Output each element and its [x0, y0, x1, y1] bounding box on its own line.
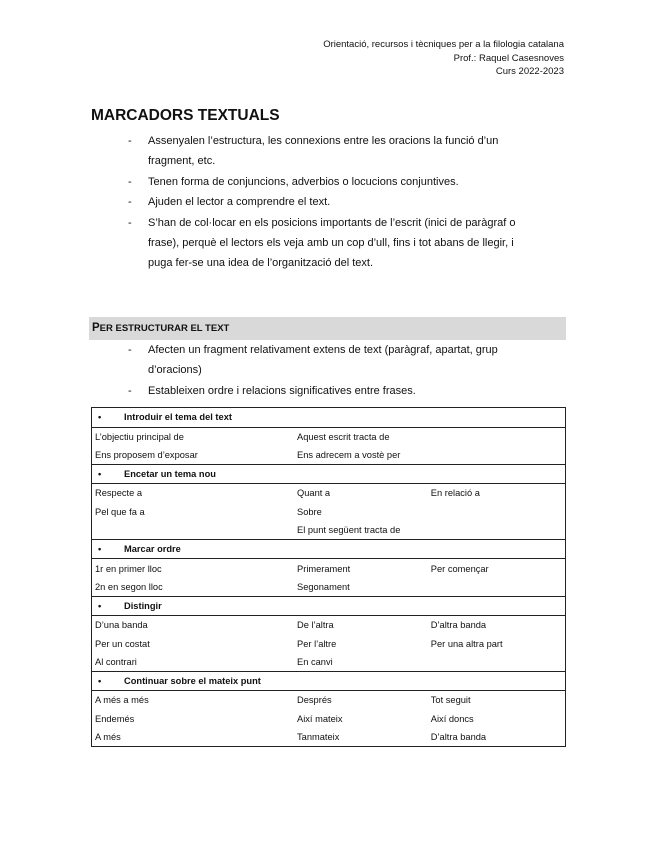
table-cell: Segonament — [294, 578, 428, 597]
table-cell: Per una altra part — [428, 635, 566, 653]
table-row — [92, 616, 566, 635]
section-heading: PER ESTRUCTURAR EL TEXT — [89, 317, 566, 340]
markers-table — [91, 407, 566, 747]
list-item: - S’han de col·locar en els posicions importants de l’escrit (inici de paràgraf o frase), perquè el lectors els veja amb un cop d’ull, fins i tot abans de llegir, i puga fer-se una idea de l’organització del text. — [128, 216, 516, 270]
course-name: Orientació, recursos i tècniques per a la filologia catalana — [323, 39, 564, 50]
list-item: - Afecten un fragment relativament extens de text (paràgraf, apartat, grup d’oracions) — [128, 344, 498, 377]
bullet-icon: • — [98, 676, 102, 687]
academic-year: Curs 2022-2023 — [495, 66, 564, 77]
table-cell — [428, 446, 566, 465]
table-cell: Ens adrecem a vostè per — [294, 446, 428, 465]
list-item: - Estableixen ordre i relacions significatives entre frases. — [128, 384, 416, 397]
table-cell: Endemés — [92, 710, 295, 728]
group-header — [92, 539, 566, 559]
table-cell: D’altra banda — [428, 616, 566, 635]
table-row — [92, 578, 566, 597]
table-row — [92, 484, 566, 503]
table-cell: Així doncs — [428, 710, 566, 728]
table-row — [92, 559, 566, 578]
page-title: MARCADORS TEXTUALS — [91, 107, 280, 124]
page-header — [323, 38, 564, 79]
table-row — [92, 503, 566, 521]
table-cell — [428, 653, 566, 672]
professor: Prof.: Raquel Casesnoves — [453, 52, 564, 64]
intro-list — [0, 131, 538, 274]
table-cell: En relació a — [428, 484, 566, 503]
group-header — [92, 596, 566, 616]
table-cell: Per un costat — [92, 635, 295, 653]
table-cell: Quant a — [297, 488, 331, 499]
table-cell: D’una banda — [92, 616, 295, 635]
table-cell — [428, 427, 566, 446]
table-cell: Pel que fa a — [92, 503, 295, 521]
bullet-icon: • — [98, 412, 102, 423]
bullet-icon: • — [98, 544, 102, 555]
table-cell: L’objectiu principal de — [92, 427, 295, 446]
table-cell: Per l’altre — [297, 638, 337, 649]
group-title: Continuar sobre el mateix punt — [124, 676, 261, 687]
table-row — [92, 635, 566, 653]
group-header — [92, 464, 566, 484]
table-cell: A més — [92, 728, 295, 747]
bullet-icon: • — [98, 469, 102, 480]
group-title: Marcar ordre — [124, 544, 181, 555]
table-cell: Tot seguit — [428, 691, 566, 710]
group-header — [92, 408, 566, 428]
section-list — [0, 340, 538, 401]
table-cell: De l’altra — [297, 620, 334, 631]
list-item: - Ajuden el lector a comprendre el text. — [128, 196, 331, 209]
table-cell: Aquest escrit tracta de — [297, 431, 390, 442]
table-cell: Per començar — [428, 559, 566, 578]
group-title: Distingir — [124, 601, 162, 612]
table-row — [92, 653, 566, 672]
table-cell: Al contrari — [92, 653, 295, 672]
table-cell: Respecte a — [92, 484, 295, 503]
table-row — [92, 446, 566, 465]
table-cell: Tanmateix — [294, 728, 428, 747]
table-row — [92, 521, 566, 540]
table-row — [92, 710, 566, 728]
group-title: Encetar un tema nou — [124, 469, 216, 480]
table-cell: El punt següent tracta de — [294, 521, 428, 540]
table-cell: 2n en segon lloc — [92, 578, 295, 597]
group-header — [92, 671, 566, 691]
table-row — [92, 691, 566, 710]
list-item: - Assenyalen l’estructura, les connexions entre les oracions la funció d’un fragment, etc. — [128, 135, 499, 168]
table-cell: Ens proposem d’exposar — [92, 446, 295, 465]
table-row — [92, 728, 566, 747]
list-item: - Tenen forma de conjuncions, adverbios o locucions conjuntives. — [128, 175, 459, 188]
table-cell: Sobre — [297, 506, 322, 517]
table-cell: D’altra banda — [428, 728, 566, 747]
table-cell: Després — [297, 695, 332, 706]
table-row — [92, 427, 566, 446]
table-cell — [428, 578, 566, 597]
table-cell: A més a més — [92, 691, 295, 710]
bullet-icon: • — [98, 601, 102, 612]
group-title: Introduir el tema del text — [124, 412, 232, 423]
table-cell — [428, 503, 566, 521]
table-cell: 1r en primer lloc — [92, 559, 295, 578]
table-cell: Així mateix — [297, 713, 343, 724]
table-cell: Primerament — [297, 563, 351, 574]
table-cell — [428, 521, 566, 540]
table-cell: En canvi — [294, 653, 428, 672]
table-cell — [92, 521, 295, 540]
